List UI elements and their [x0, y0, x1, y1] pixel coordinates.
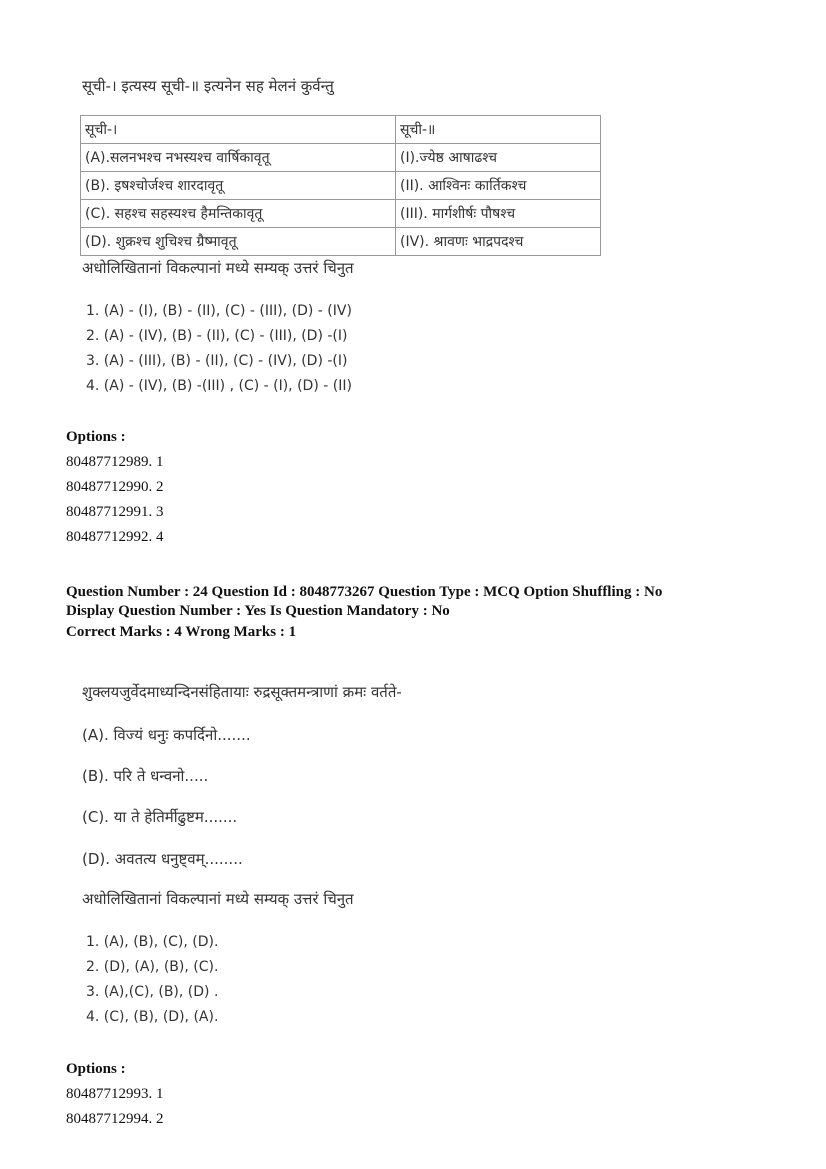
table-cell: (III). मार्गशीर्षः पौषश्च — [396, 200, 601, 228]
statement-item: (C). या ते हेतिर्मीढुष्टम....... — [82, 808, 238, 826]
question2-marks: Correct Marks : 4 Wrong Marks : 1 — [66, 624, 297, 640]
statement-item: (A). विज्यं धनुः कपर्दिनो....... — [82, 726, 251, 744]
option-id-row: 80487712992. 4 — [66, 529, 164, 545]
choice-item: 1. (A), (B), (C), (D). — [86, 934, 219, 950]
question1-title: सूची-। इत्यस्य सूची-॥ इत्यनेन सह मेलनं कुर्वन्तु — [82, 77, 334, 95]
question2-header-line1: Question Number : 24 Question Id : 8048773267 Question Type : MCQ Option Shuffling : No — [66, 584, 663, 600]
question1-choices — [86, 299, 352, 399]
option-id-row: 80487712989. 1 — [66, 454, 164, 470]
choice-item: 3. (A),(C), (B), (D) . — [86, 984, 219, 1000]
choice-item: 1. (A) - (I), (B) - (II), (C) - (III), (D) - (IV) — [86, 303, 352, 319]
table-cell: (IV). श्रावणः भाद्रपदश्च — [396, 228, 601, 256]
table-row — [81, 144, 601, 172]
table-row — [81, 172, 601, 200]
table-cell: (C). सहश्च सहस्यश्च हैमन्तिकावृतू — [81, 200, 396, 228]
question2-choices — [86, 930, 218, 1030]
table-header-list2: सूची-॥ — [396, 116, 601, 144]
option-id-row: 80487712990. 2 — [66, 479, 164, 495]
match-table — [80, 115, 601, 256]
choice-item: 2. (A) - (IV), (B) - (II), (C) - (III), (D) -(I) — [86, 328, 348, 344]
question1-options-label: Options : — [66, 429, 126, 445]
option-id-row: 80487712991. 3 — [66, 504, 164, 520]
question2-header-line2: Display Question Number : Yes Is Question Mandatory : No — [66, 603, 450, 619]
question2-options-label: Options : — [66, 1061, 126, 1077]
option-id-row: 80487712993. 1 — [66, 1086, 164, 1102]
question2-instruction: अधोलिखितानां विकल्पानां मध्ये सम्यक् उत्तरं चिनुत — [82, 890, 354, 908]
choice-item: 4. (A) - (IV), (B) -(III) , (C) - (I), (D) - (II) — [86, 378, 352, 394]
table-cell: (I).ज्येष्ठ आषाढश्च — [396, 144, 601, 172]
table-cell: (A).सलनभश्च नभस्यश्च वार्षिकावृतू — [81, 144, 396, 172]
question2-header — [66, 583, 766, 621]
table-row — [81, 200, 601, 228]
choice-item: 3. (A) - (III), (B) - (II), (C) - (IV), (D) -(I) — [86, 353, 348, 369]
statement-item: (D). अवतत्य धनुष्ट्वम्........ — [82, 850, 243, 868]
option-id-row: 80487712994. 2 — [66, 1111, 164, 1127]
statement-item: (B). परि ते धन्वनो..... — [82, 767, 209, 785]
table-header-list1: सूची-। — [81, 116, 396, 144]
table-cell: (D). शुक्रश्च शुचिश्च ग्रैष्मावृतू — [81, 228, 396, 256]
table-header-row — [81, 116, 601, 144]
question2-stem: शुक्लयजुर्वेदमाध्यन्दिनसंहितायाः रुद्रसूक्तमन्त्राणां क्रमः वर्तते- — [82, 683, 402, 701]
table-row — [81, 228, 601, 256]
table-cell: (II). आश्विनः कार्तिकश्च — [396, 172, 601, 200]
choice-item: 2. (D), (A), (B), (C). — [86, 959, 219, 975]
choice-item: 4. (C), (B), (D), (A). — [86, 1009, 219, 1025]
question1-instruction: अधोलिखितानां विकल्पानां मध्ये सम्यक् उत्तरं चिनुत — [82, 259, 354, 277]
table-cell: (B). इषश्चोर्जश्च शारदावृतू — [81, 172, 396, 200]
